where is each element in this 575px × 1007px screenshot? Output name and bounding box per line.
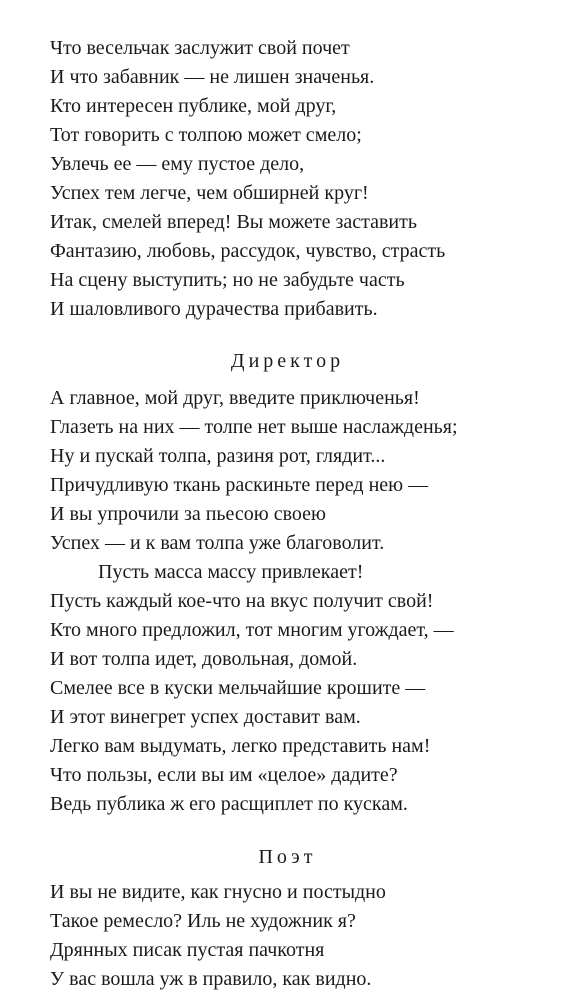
speaker-heading-director: Директор: [230, 350, 345, 372]
verse-line: И шаловливого дурачества прибавить.: [50, 298, 378, 320]
stanza-2: [50, 384, 550, 819]
verse-line: Фантазию, любовь, рассудок, чувство, страсть: [50, 240, 446, 262]
verse-line: Легко вам выдумать, легко представить нам!: [50, 735, 431, 757]
stanza-3: [50, 878, 550, 994]
verse-line: Что пользы, если вы им «целое» дадите?: [50, 764, 398, 786]
verse-line: И вы упрочили за пьесою своею: [50, 503, 326, 525]
verse-line: И что забавник — не лишен значенья.: [50, 66, 375, 88]
verse-line: Дрянных писак пустая пачкотня: [50, 939, 325, 961]
verse-line: На сцену выступить; но не забудьте часть: [50, 269, 405, 291]
verse-line: А главное, мой друг, введите приключенья!: [50, 387, 420, 409]
verse-line: Кто интересен публике, мой друг,: [50, 95, 337, 117]
speaker-heading-poet: Поэт: [258, 846, 317, 868]
stanza-1: [50, 34, 550, 324]
verse-line: Кто много предложил, тот многим угождает, —: [50, 619, 454, 641]
verse-line: И этот винегрет успех доставит вам.: [50, 706, 361, 728]
verse-line: И вы не видите, как гнусно и постыдно: [50, 881, 386, 903]
verse-line: Пусть каждый кое-что на вкус получит свой!: [50, 590, 434, 612]
verse-line: У вас вошла уж в правило, как видно.: [50, 968, 372, 990]
verse-line: Ну и пускай толпа, разиня рот, глядит...: [50, 445, 386, 467]
verse-line: Успех — и к вам толпа уже благоволит.: [50, 532, 385, 554]
verse-line-indented: Пусть масса массу привлекает!: [98, 561, 364, 583]
verse-line: Ведь публика ж его расщиплет по кускам.: [50, 793, 408, 815]
verse-line: Такое ремесло? Иль не художник я?: [50, 910, 356, 932]
verse-line: Смелее все в куски мельчайшие крошите —: [50, 677, 426, 699]
verse-line: Тот говорить с толпою может смело;: [50, 124, 362, 146]
verse-line: Успех тем легче, чем обширней круг!: [50, 182, 369, 204]
verse-line: И вот толпа идет, довольная, домой.: [50, 648, 358, 670]
verse-line: Итак, смелей вперед! Вы можете заставить: [50, 211, 417, 233]
verse-line: Причудливую ткань раскиньте перед нею —: [50, 474, 429, 496]
verse-line: Увлечь ее — ему пустое дело,: [50, 153, 305, 175]
verse-line: Что весельчак заслужит свой почет: [50, 37, 350, 59]
verse-line: Глазеть на них — толпе нет выше наслажденья;: [50, 416, 458, 438]
